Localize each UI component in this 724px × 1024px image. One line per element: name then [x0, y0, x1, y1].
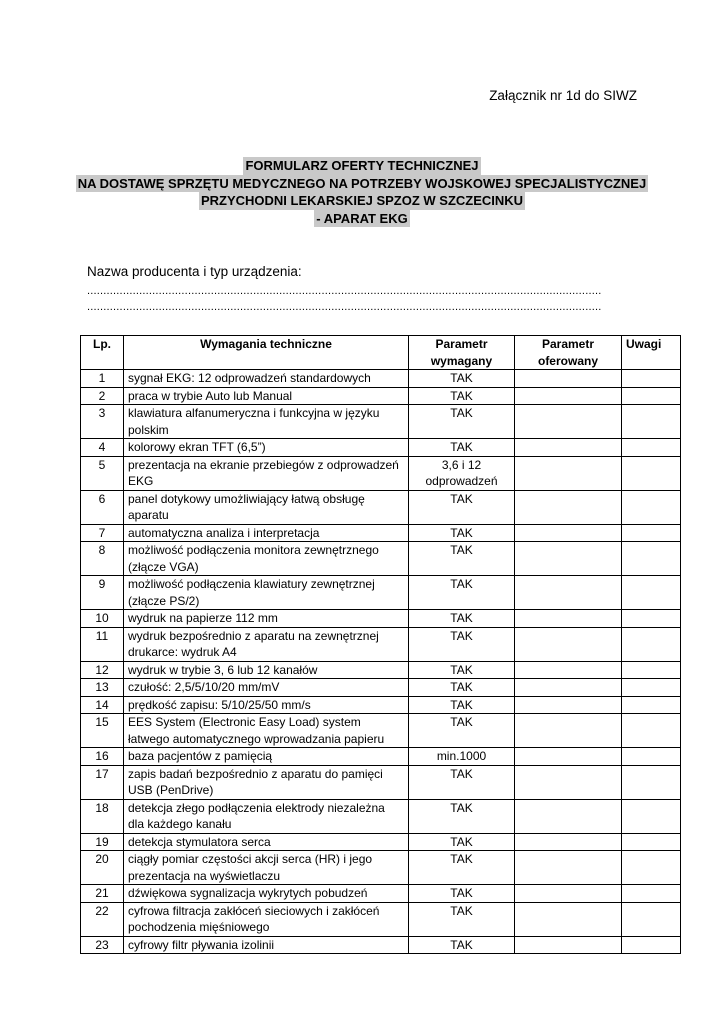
row-number: 10 — [81, 610, 124, 628]
requirement-text: możliwość podłączenia monitora zewnętrznego (złącze VGA) — [124, 542, 409, 576]
row-number: 13 — [81, 679, 124, 697]
requirements-table — [80, 335, 681, 954]
offered-parameter-cell[interactable] — [515, 370, 622, 388]
requirement-text: wydruk w trybie 3, 6 lub 12 kanałów — [124, 661, 409, 679]
title-line-3: PRZYCHODNI LEKARSKIEJ SPZOZ W SZCZECINKU — [200, 193, 524, 208]
row-number: 6 — [81, 490, 124, 524]
requirement-text: automatyczna analiza i interpretacja — [124, 524, 409, 542]
table-row — [81, 576, 681, 610]
requirement-text: cyfrowy filtr pływania izolinii — [124, 936, 409, 954]
offered-parameter-cell[interactable] — [515, 610, 622, 628]
table-row — [81, 439, 681, 457]
offered-parameter-cell[interactable] — [515, 661, 622, 679]
offered-parameter-cell[interactable] — [515, 885, 622, 903]
producer-dotted-line-1: .............................................................................................................................................................. — [87, 285, 602, 297]
table-row — [81, 696, 681, 714]
notes-cell[interactable] — [622, 542, 681, 576]
row-number: 4 — [81, 439, 124, 457]
offered-parameter-cell[interactable] — [515, 387, 622, 405]
offered-parameter-cell[interactable] — [515, 833, 622, 851]
notes-cell[interactable] — [622, 765, 681, 799]
requirement-text: czułość: 2,5/5/10/20 mm/mV — [124, 679, 409, 697]
row-number: 16 — [81, 748, 124, 766]
table-row — [81, 679, 681, 697]
row-number: 5 — [81, 456, 124, 490]
offered-parameter-cell[interactable] — [515, 405, 622, 439]
notes-cell[interactable] — [622, 490, 681, 524]
row-number: 7 — [81, 524, 124, 542]
row-number: 11 — [81, 627, 124, 661]
offered-parameter-cell[interactable] — [515, 576, 622, 610]
offered-parameter-cell[interactable] — [515, 851, 622, 885]
row-number: 9 — [81, 576, 124, 610]
required-parameter: TAK — [409, 936, 515, 954]
notes-cell[interactable] — [622, 902, 681, 936]
required-parameter: TAK — [409, 833, 515, 851]
notes-cell[interactable] — [622, 936, 681, 954]
table-row — [81, 405, 681, 439]
title-line-4: - APARAT EKG — [316, 210, 408, 226]
requirement-text: panel dotykowy umożliwiający łatwą obsługę aparatu — [124, 490, 409, 524]
header-lp: Lp. — [81, 336, 124, 370]
offered-parameter-cell[interactable] — [515, 714, 622, 748]
offered-parameter-cell[interactable] — [515, 456, 622, 490]
notes-cell[interactable] — [622, 524, 681, 542]
notes-cell[interactable] — [622, 851, 681, 885]
requirement-text: wydruk bezpośrednio z aparatu na zewnętrznej drukarce: wydruk A4 — [124, 627, 409, 661]
requirement-text: zapis badań bezpośrednio z aparatu do pamięci USB (PenDrive) — [124, 765, 409, 799]
producer-section — [87, 264, 637, 315]
row-number: 19 — [81, 833, 124, 851]
table-row — [81, 851, 681, 885]
table-row — [81, 661, 681, 679]
required-parameter: 3,6 i 12 odprowadzeń — [409, 456, 515, 490]
table-row — [81, 748, 681, 766]
requirement-text: sygnał EKG: 12 odprowadzeń standardowych — [124, 370, 409, 388]
header-required: Parametr wymagany — [409, 336, 515, 370]
required-parameter: TAK — [409, 851, 515, 885]
row-number: 21 — [81, 885, 124, 903]
table-row — [81, 490, 681, 524]
required-parameter: TAK — [409, 439, 515, 457]
notes-cell[interactable] — [622, 439, 681, 457]
row-number: 15 — [81, 714, 124, 748]
table-row — [81, 714, 681, 748]
table-row — [81, 833, 681, 851]
table-header-row — [81, 336, 681, 370]
requirement-text: wydruk na papierze 112 mm — [124, 610, 409, 628]
document-title — [60, 157, 664, 227]
header-offered: Parametr oferowany — [515, 336, 622, 370]
required-parameter: TAK — [409, 885, 515, 903]
required-parameter: TAK — [409, 679, 515, 697]
table-row — [81, 387, 681, 405]
notes-cell[interactable] — [622, 370, 681, 388]
table-row — [81, 765, 681, 799]
required-parameter: TAK — [409, 576, 515, 610]
notes-cell[interactable] — [622, 833, 681, 851]
table-row — [81, 799, 681, 833]
required-parameter: TAK — [409, 799, 515, 833]
required-parameter: TAK — [409, 370, 515, 388]
requirement-text: baza pacjentów z pamięcią — [124, 748, 409, 766]
required-parameter: TAK — [409, 902, 515, 936]
requirement-text: ciągły pomiar częstości akcji serca (HR) i jego prezentacja na wyświetlaczu — [124, 851, 409, 885]
notes-cell[interactable] — [622, 627, 681, 661]
required-parameter: TAK — [409, 661, 515, 679]
row-number: 17 — [81, 765, 124, 799]
row-number: 8 — [81, 542, 124, 576]
notes-cell[interactable] — [622, 799, 681, 833]
offered-parameter-cell[interactable] — [515, 799, 622, 833]
row-number: 22 — [81, 902, 124, 936]
offered-parameter-cell[interactable] — [515, 748, 622, 766]
requirement-text: możliwość podłączenia klawiatury zewnętrznej (złącze PS/2) — [124, 576, 409, 610]
table-row — [81, 627, 681, 661]
offered-parameter-cell[interactable] — [515, 524, 622, 542]
notes-cell[interactable] — [622, 661, 681, 679]
required-parameter: min.1000 — [409, 748, 515, 766]
requirement-text: praca w trybie Auto lub Manual — [124, 387, 409, 405]
requirement-text: EES System (Electronic Easy Load) system łatwego automatycznego wprowadzania papieru — [124, 714, 409, 748]
required-parameter: TAK — [409, 714, 515, 748]
offered-parameter-cell[interactable] — [515, 765, 622, 799]
table-row — [81, 610, 681, 628]
producer-label: Nazwa producenta i typ urządzenia: — [87, 264, 302, 279]
offered-parameter-cell[interactable] — [515, 936, 622, 954]
table-row — [81, 936, 681, 954]
requirement-text: cyfrowa filtracja zakłóceń sieciowych i zakłóceń pochodzenia mięśniowego — [124, 902, 409, 936]
required-parameter: TAK — [409, 542, 515, 576]
notes-cell[interactable] — [622, 456, 681, 490]
notes-cell[interactable] — [622, 387, 681, 405]
notes-cell[interactable] — [622, 405, 681, 439]
notes-cell[interactable] — [622, 748, 681, 766]
table-row — [81, 902, 681, 936]
required-parameter: TAK — [409, 387, 515, 405]
notes-cell[interactable] — [622, 610, 681, 628]
required-parameter: TAK — [409, 627, 515, 661]
requirements-body — [81, 370, 681, 954]
table-row — [81, 524, 681, 542]
requirement-text: detekcja stymulatora serca — [124, 833, 409, 851]
header-notes: Uwagi — [622, 336, 681, 370]
notes-cell[interactable] — [622, 696, 681, 714]
notes-cell[interactable] — [622, 576, 681, 610]
table-row — [81, 370, 681, 388]
row-number: 12 — [81, 661, 124, 679]
producer-fill-area[interactable] — [87, 283, 637, 315]
row-number: 18 — [81, 799, 124, 833]
requirement-text: detekcja złego podłączenia elektrody niezależna dla każdego kanału — [124, 799, 409, 833]
required-parameter: TAK — [409, 524, 515, 542]
required-parameter: TAK — [409, 696, 515, 714]
title-line-1: FORMULARZ OFERTY TECHNICZNEJ — [245, 158, 479, 173]
notes-cell[interactable] — [622, 679, 681, 697]
row-number: 14 — [81, 696, 124, 714]
offered-parameter-cell[interactable] — [515, 439, 622, 457]
producer-dotted-line-2: .............................................................................................................................................................. — [87, 301, 602, 313]
offered-parameter-cell[interactable] — [515, 902, 622, 936]
offered-parameter-cell[interactable] — [515, 490, 622, 524]
offered-parameter-cell[interactable] — [515, 696, 622, 714]
required-parameter: TAK — [409, 405, 515, 439]
required-parameter: TAK — [409, 610, 515, 628]
table-row — [81, 885, 681, 903]
title-line-2: NA DOSTAWĘ SPRZĘTU MEDYCZNEGO NA POTRZEBY WOJSKOWEJ SPECJALISTYCZNEJ — [77, 175, 647, 191]
table-row — [81, 542, 681, 576]
row-number: 23 — [81, 936, 124, 954]
offered-parameter-cell[interactable] — [515, 627, 622, 661]
required-parameter: TAK — [409, 490, 515, 524]
annex-label: Załącznik nr 1d do SIWZ — [489, 88, 637, 103]
requirement-text: dźwiękowa sygnalizacja wykrytych pobudzeń — [124, 885, 409, 903]
table-row — [81, 456, 681, 490]
offered-parameter-cell[interactable] — [515, 679, 622, 697]
notes-cell[interactable] — [622, 885, 681, 903]
row-number: 3 — [81, 405, 124, 439]
required-parameter: TAK — [409, 765, 515, 799]
requirement-text: prędkość zapisu: 5/10/25/50 mm/s — [124, 696, 409, 714]
offered-parameter-cell[interactable] — [515, 542, 622, 576]
requirement-text: klawiatura alfanumeryczna i funkcyjna w języku polskim — [124, 405, 409, 439]
row-number: 1 — [81, 370, 124, 388]
row-number: 20 — [81, 851, 124, 885]
header-requirements: Wymagania techniczne — [124, 336, 409, 370]
requirement-text: prezentacja na ekranie przebiegów z odprowadzeń EKG — [124, 456, 409, 490]
requirement-text: kolorowy ekran TFT (6,5”) — [124, 439, 409, 457]
row-number: 2 — [81, 387, 124, 405]
notes-cell[interactable] — [622, 714, 681, 748]
